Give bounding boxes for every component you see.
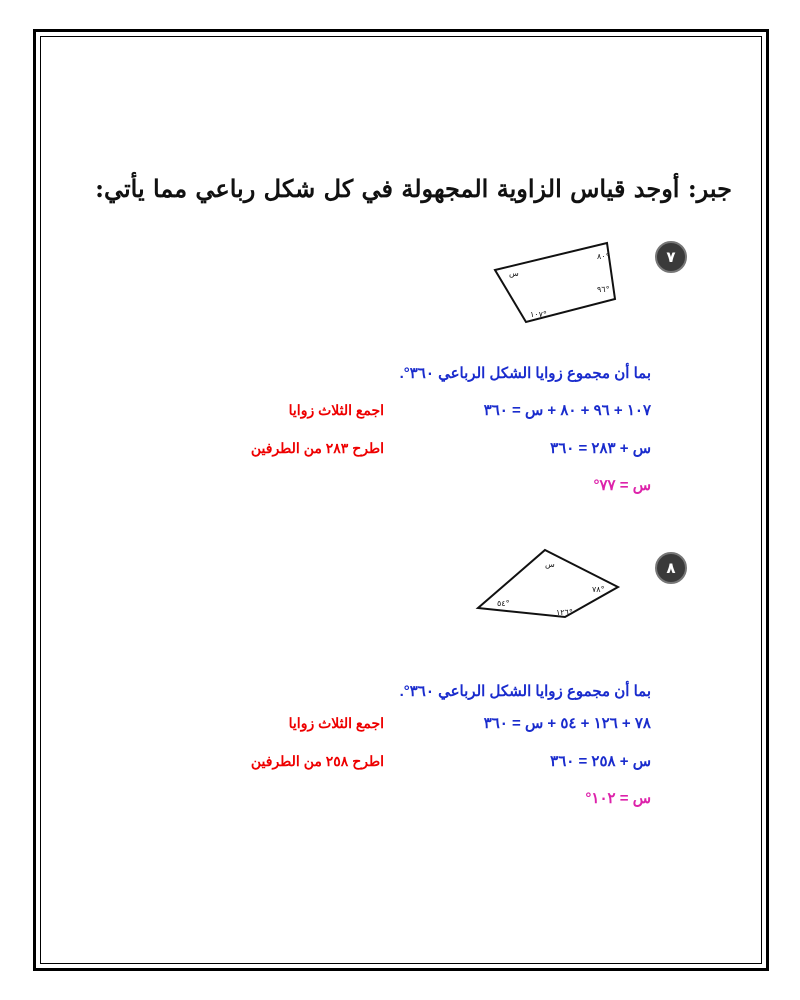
step-note: اجمع الثلاث زوايا: [288, 715, 384, 731]
angle-label-unknown: س: [545, 560, 555, 569]
equation-line: س + ٢٨٣ = ٣٦٠: [550, 440, 651, 457]
angle-label: ٥٤°: [497, 599, 510, 608]
equation-line: ١٠٧ + ٩٦ + ٨٠ + س = ٣٦٠: [483, 402, 651, 419]
step-note: اطرح ٢٨٣ من الطرفين: [250, 440, 384, 456]
solution-statement: بما أن مجموع زوايا الشكل الرباعي ٣٦٠°.: [399, 365, 651, 382]
equation-line: ٧٨ + ١٢٦ + ٥٤ + س = ٣٦٠: [483, 715, 651, 732]
angle-label: ٧٨°: [592, 585, 605, 594]
page-title: جبر: أوجد قياس الزاوية المجهولة في كل شكل رباعي مما يأتي:: [95, 174, 732, 203]
step-note: اطرح ٢٥٨ من الطرفين: [250, 753, 384, 769]
solution-statement: بما أن مجموع زوايا الشكل الرباعي ٣٦٠°.: [399, 683, 651, 700]
angle-label: ١٠٧°: [530, 310, 547, 319]
answer-line: س = ٧٧°: [593, 477, 651, 494]
angle-label: ٨٠°: [597, 252, 610, 261]
equation-line: س + ٢٥٨ = ٣٦٠: [550, 753, 651, 770]
angle-label: ١٢٦°: [556, 608, 573, 617]
quadrilateral-figure: [470, 540, 625, 625]
quadrilateral-figure: [485, 232, 625, 327]
problem-number-badge: ٧: [655, 241, 687, 273]
problem-number-badge: ٨: [655, 552, 687, 584]
angle-label: ٩٦°: [597, 285, 610, 294]
step-note: اجمع الثلاث زوايا: [288, 402, 384, 418]
answer-line: س = ١٠٢°: [585, 790, 651, 807]
angle-label-unknown: س: [509, 269, 519, 278]
